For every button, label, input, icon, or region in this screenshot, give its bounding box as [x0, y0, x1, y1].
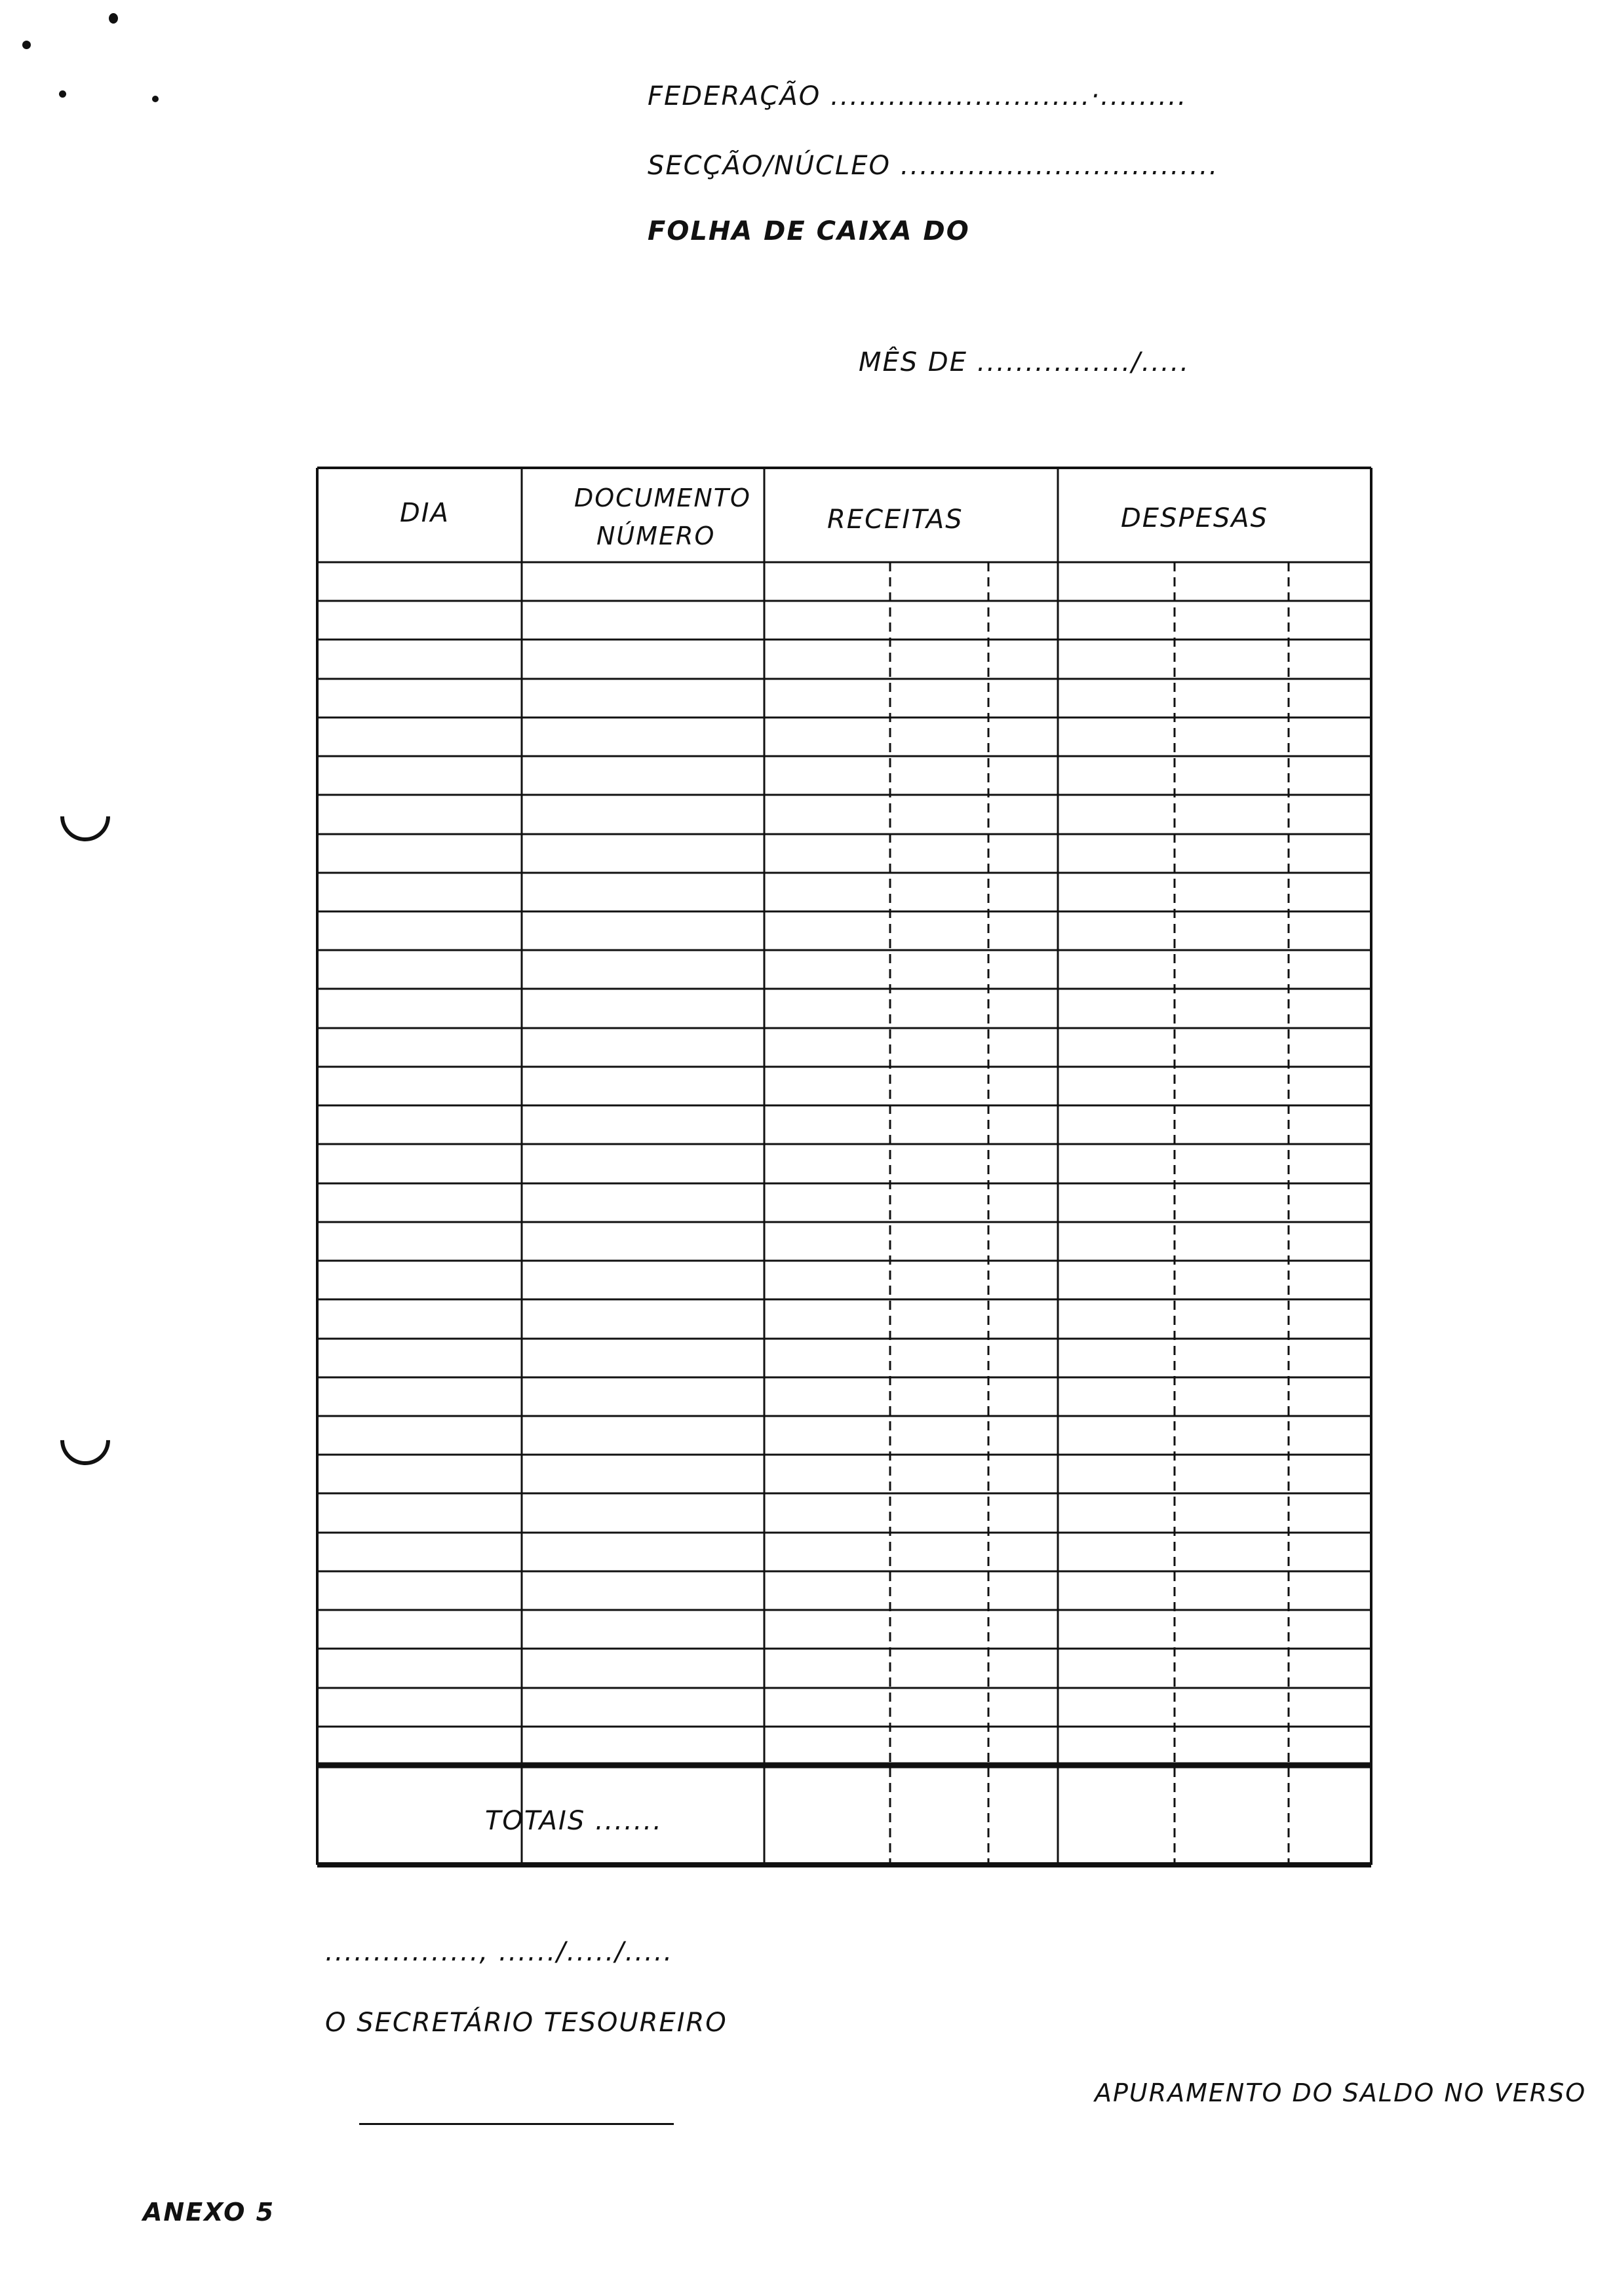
- column-header-despesas: DESPESAS: [1121, 503, 1269, 533]
- column-header-dia: DIA: [400, 498, 450, 528]
- place-date-field: ................, ....../...../.....: [325, 1937, 674, 1967]
- mes-field: MÊS DE ................/.....: [859, 347, 1190, 377]
- column-header-receitas: RECEITAS: [827, 505, 963, 535]
- seccao-nucleo-field: SECÇÃO/NÚCLEO .................................: [648, 151, 1219, 181]
- totals-label: TOTAIS .......: [485, 1806, 663, 1836]
- balance-note: APURAMENTO DO SALDO NO VERSO: [1095, 2078, 1587, 2107]
- signatory-label: O SECRETÁRIO TESOUREIRO: [325, 2008, 728, 2038]
- document-title: FOLHA DE CAIXA DO: [648, 216, 970, 246]
- column-header-documento: DOCUMENTO: [574, 484, 751, 512]
- column-header-numero: NÚMERO: [596, 522, 716, 550]
- federacao-field: FEDERAÇÃO ...........................·.........: [648, 81, 1188, 111]
- annex-label: ANEXO 5: [143, 2198, 275, 2227]
- signature-line: [359, 2123, 674, 2125]
